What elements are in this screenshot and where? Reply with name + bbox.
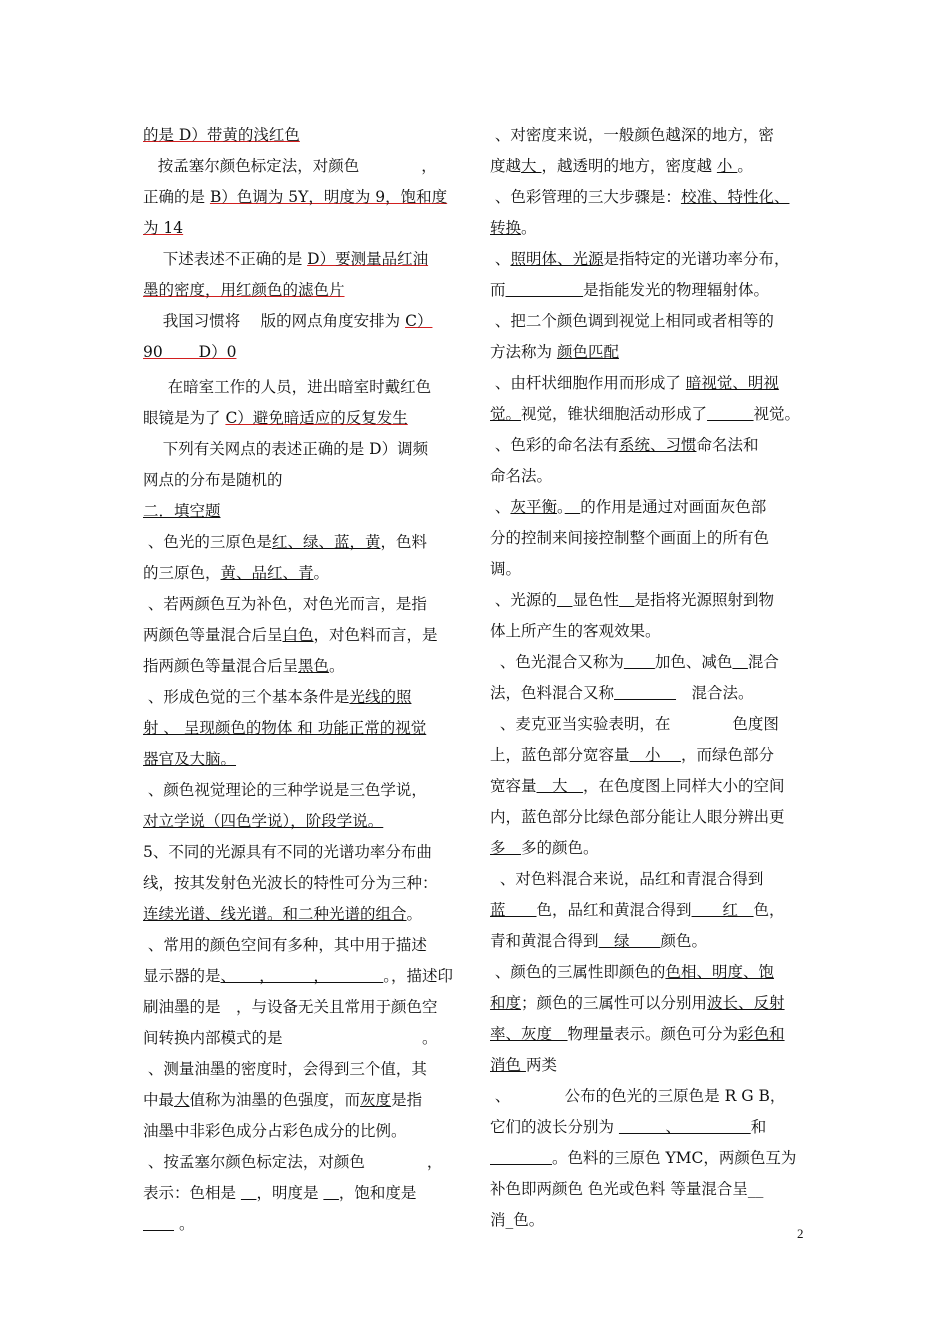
text-line: 、按孟塞尔颜色标定法，对颜色 ， 表示：色相是 ，明度是 ，饱和度是 。 (143, 1153, 443, 1233)
text-line: 、对密度来说，一般颜色越深的地方，密 度越大 ，越透明的地方，密度越 小 。 (490, 126, 774, 175)
text-line: 我国习惯将 版的网点角度安排为 C） 90 D）0 (143, 312, 433, 361)
text-line: 下述表述不正确的是 D）要测量品红油 墨的密度，用红颜色的滤色片 (143, 250, 429, 299)
text-line: 、常用的颜色空间有多种，其中用于描述 显示器的是、 ， ， 。，描述印 刷油墨的是 ，与设备无关且常用于颜色空 间转换内部模式的是 。 (143, 936, 454, 1047)
text-line: 的是 D）带黄的浅红色 (143, 126, 300, 144)
text-line: 、颜色的三属性即颜色的色相、明度、饱 和度；颜色的三属性可以分别用波长、反射 率、灰度 物理量表示。颜色可分为彩色和 消色 两类 (490, 963, 785, 1074)
text-line: 、色彩的命名法有系统、习惯命名法和 命名法。 (490, 436, 759, 485)
page-number: 2 (797, 1226, 804, 1241)
text-line: 、灰平衡。 的作用是通过对画面灰色部 分的控制来间接控制整个画面上的所有色 调。 (490, 498, 770, 578)
text-line: 、颜色视觉理论的三种学说是三色学说， 对立学说（四色学说），阶段学说。 (143, 781, 427, 830)
text-line: 、照明体、光源是指特定的光谱功率分布， 而 是指能发光的物理辐射体。 (490, 250, 790, 299)
text-line: 、对色料混合来说，品红和青混合得到 蓝 色，品红和黄混合得到 红 色， 青和黄混合得到 绿 颜色。 (490, 870, 785, 950)
text-line: 、测量油墨的密度时，会得到三个值，其 中最大值称为油墨的色强度，而灰度是指 油墨中非彩色成分占彩色成分的比例。 (143, 1060, 427, 1140)
text-line: 、色彩管理的三大步骤是：校准、特性化、 转换。 (490, 188, 790, 237)
text-line: 、 公布的色光的三原色是 R G B， 它们的波长分别为 、 和 。色料的三原色 YMC，两颜色互为 补色即两颜色 色光或色料 等量混合呈__ 消_色。 (490, 1087, 797, 1229)
text-line: 5、不同的光源具有不同的光谱功率分布曲 线，按其发射色光波长的特性可分为三种： 连续光谱、线光谱。和二种光谱的组合。 (143, 843, 438, 923)
right-column (490, 120, 812, 1236)
text-line: 按孟塞尔颜色标定法，对颜色 ， 正确的是 B）色调为 5Y，明度为 9，饱和度 为 14 (143, 157, 448, 237)
text-line: 下列有关网点的表述正确的是 D）调频 网点的分布是随机的 (143, 440, 429, 489)
text-line: 、麦克亚当实验表明，在 色度图 上，蓝色部分宽容量 小 ，而绿色部分 宽容量 大 ，在色度图上同样大小的空间 内，蓝色部分比绿色部分能让人眼分辨出更 多 多的颜色。 (490, 715, 785, 857)
text-line: 、光源的 显色性 是指将光源照射到物 体上所产生的客观效果。 (490, 591, 774, 640)
text-line: 、色光的三原色是红、绿、蓝，黄，色料 的三原色，黄、品红、青。 (143, 533, 427, 582)
text-line: 、形成色觉的三个基本条件是光线的照 射 、 呈现颜色的物体 和 功能正常的视觉 器官及大脑。 (143, 688, 427, 768)
section-heading: 二．填空题 (143, 502, 221, 520)
left-column (143, 120, 463, 1240)
text-line: 在暗室工作的人员，进出暗室时戴红色 眼镜是为了 C）避免暗适应的反复发生 (143, 378, 432, 427)
text-line: 、把二个颜色调到视觉上相同或者相等的 方法称为 颜色匹配 (490, 312, 774, 361)
text-line: 、若两颜色互为补色，对色光而言，是指 两颜色等量混合后呈白色，对色料而言，是 指两颜色等量混合后呈黑色。 (143, 595, 438, 675)
text-line: 、由杆状细胞作用而形成了 暗视觉、明视 觉。视觉，锥状细胞活动形成了 视觉。 (490, 374, 801, 423)
text-line: 、色光混合又称为 加色、减色 混合 法，色料混合又称 混合法。 (490, 653, 779, 702)
